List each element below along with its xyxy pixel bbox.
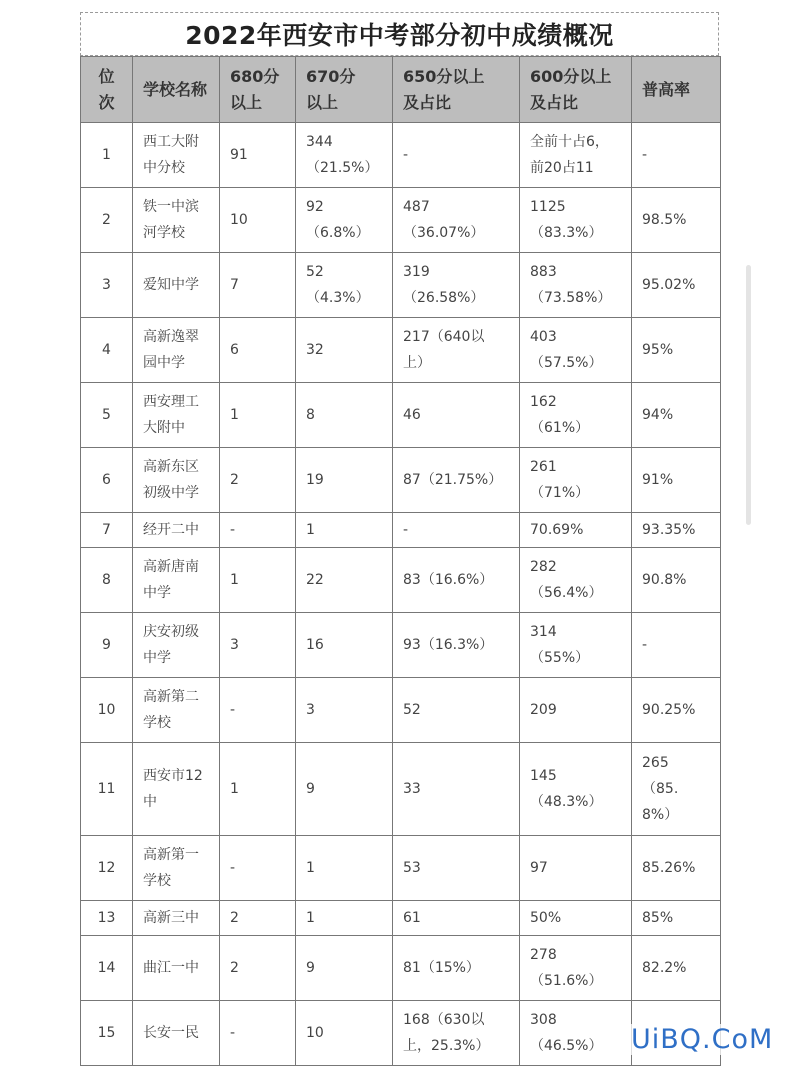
cell-670: 9 [296, 743, 393, 836]
cell-600: 全前十占6， 前20占11 [520, 123, 632, 188]
cell-school: 曲江一中 [133, 936, 220, 1001]
cell-rank: 9 [81, 613, 133, 678]
cell-650: 87（21.75%） [393, 448, 520, 513]
cell-school: 经开二中 [133, 513, 220, 548]
cell-rate: 95.02% [632, 253, 721, 318]
table-row [81, 836, 721, 901]
cell-rank: 10 [81, 678, 133, 743]
cell-650: - [393, 123, 520, 188]
table-row [81, 936, 721, 1001]
cell-rank: 14 [81, 936, 133, 1001]
cell-school: 铁一中滨 河学校 [133, 188, 220, 253]
table-row [81, 743, 721, 836]
cell-650: 81（15%） [393, 936, 520, 1001]
cell-650: 46 [393, 383, 520, 448]
cell-600: 261 （71%） [520, 448, 632, 513]
cell-650: 168（630以 上，25.3%） [393, 1001, 520, 1066]
cell-600: 403 （57.5%） [520, 318, 632, 383]
cell-670: 19 [296, 448, 393, 513]
cell-rank: 5 [81, 383, 133, 448]
table-row [81, 448, 721, 513]
cell-rate: 95% [632, 318, 721, 383]
cell-rank: 3 [81, 253, 133, 318]
cell-school: 庆安初级 中学 [133, 613, 220, 678]
cell-680: 2 [220, 901, 296, 936]
score-table [80, 56, 721, 1066]
cell-rank: 11 [81, 743, 133, 836]
cell-600: 282 （56.4%） [520, 548, 632, 613]
cell-rate: 98.5% [632, 188, 721, 253]
cell-680: 3 [220, 613, 296, 678]
cell-rank: 4 [81, 318, 133, 383]
table-row [81, 548, 721, 613]
cell-680: 10 [220, 188, 296, 253]
cell-600: 308 （46.5%） [520, 1001, 632, 1066]
cell-670: 1 [296, 901, 393, 936]
cell-school: 高新第一 学校 [133, 836, 220, 901]
cell-600: 314 （55%） [520, 613, 632, 678]
watermark-logo: UiBQ.CoM [627, 1024, 777, 1055]
cell-650: 52 [393, 678, 520, 743]
cell-600: 162 （61%） [520, 383, 632, 448]
header-school: 学校名称 [133, 57, 220, 123]
cell-rank: 1 [81, 123, 133, 188]
cell-670: 32 [296, 318, 393, 383]
cell-680: 7 [220, 253, 296, 318]
cell-650: - [393, 513, 520, 548]
cell-600: 145 （48.3%） [520, 743, 632, 836]
cell-school: 高新唐南 中学 [133, 548, 220, 613]
table-row [81, 1001, 721, 1066]
cell-school: 西工大附 中分校 [133, 123, 220, 188]
cell-670: 16 [296, 613, 393, 678]
cell-rank: 15 [81, 1001, 133, 1066]
table-row [81, 188, 721, 253]
table-row [81, 901, 721, 936]
cell-rate: 94% [632, 383, 721, 448]
cell-600: 70.69% [520, 513, 632, 548]
cell-680: - [220, 678, 296, 743]
cell-rate: 85.26% [632, 836, 721, 901]
table-row [81, 678, 721, 743]
cell-650: 33 [393, 743, 520, 836]
cell-680: 91 [220, 123, 296, 188]
cell-rate: 265 （85. 8%） [632, 743, 721, 836]
header-670: 670分 以上 [296, 57, 393, 123]
cell-600: 50% [520, 901, 632, 936]
table-title: 2022年西安市中考部分初中成绩概况 [80, 12, 719, 56]
cell-600: 278 （51.6%） [520, 936, 632, 1001]
header-680: 680分 以上 [220, 57, 296, 123]
cell-rank: 8 [81, 548, 133, 613]
cell-680: 6 [220, 318, 296, 383]
table-row [81, 513, 721, 548]
cell-670: 52 （4.3%） [296, 253, 393, 318]
cell-rank: 13 [81, 901, 133, 936]
cell-rate: 82.2% [632, 936, 721, 1001]
cell-school: 高新逸翠 园中学 [133, 318, 220, 383]
header-rank: 位 次 [81, 57, 133, 123]
cell-650: 53 [393, 836, 520, 901]
cell-650: 319 （26.58%） [393, 253, 520, 318]
table-row [81, 318, 721, 383]
cell-rate: 91% [632, 448, 721, 513]
cell-680: 1 [220, 383, 296, 448]
cell-680: - [220, 1001, 296, 1066]
cell-670: 9 [296, 936, 393, 1001]
cell-670: 3 [296, 678, 393, 743]
table-header-row [81, 57, 721, 123]
cell-rank: 12 [81, 836, 133, 901]
cell-rate: 90.25% [632, 678, 721, 743]
cell-680: 2 [220, 448, 296, 513]
header-rate: 普高率 [632, 57, 721, 123]
cell-650: 93（16.3%） [393, 613, 520, 678]
cell-680: 2 [220, 936, 296, 1001]
cell-670: 1 [296, 836, 393, 901]
header-600: 600分以上 及占比 [520, 57, 632, 123]
cell-rank: 7 [81, 513, 133, 548]
cell-school: 高新东区 初级中学 [133, 448, 220, 513]
cell-school: 爱知中学 [133, 253, 220, 318]
cell-600: 209 [520, 678, 632, 743]
scrollbar[interactable] [746, 265, 751, 525]
cell-670: 10 [296, 1001, 393, 1066]
cell-rate: 90.8% [632, 548, 721, 613]
cell-680: - [220, 836, 296, 901]
cell-670: 1 [296, 513, 393, 548]
cell-650: 487 （36.07%） [393, 188, 520, 253]
cell-rate: - [632, 123, 721, 188]
cell-school: 西安市12 中 [133, 743, 220, 836]
cell-rate: 93.35% [632, 513, 721, 548]
cell-680: - [220, 513, 296, 548]
cell-670: 344 （21.5%） [296, 123, 393, 188]
cell-rate: 85% [632, 901, 721, 936]
cell-650: 61 [393, 901, 520, 936]
cell-school: 西安理工 大附中 [133, 383, 220, 448]
cell-680: 1 [220, 548, 296, 613]
cell-650: 217（640以 上） [393, 318, 520, 383]
cell-600: 97 [520, 836, 632, 901]
cell-school: 高新三中 [133, 901, 220, 936]
cell-670: 92 （6.8%） [296, 188, 393, 253]
cell-670: 22 [296, 548, 393, 613]
cell-rank: 6 [81, 448, 133, 513]
cell-school: 长安一民 [133, 1001, 220, 1066]
table-row [81, 123, 721, 188]
cell-650: 83（16.6%） [393, 548, 520, 613]
table-row [81, 253, 721, 318]
table-row [81, 613, 721, 678]
cell-680: 1 [220, 743, 296, 836]
cell-rank: 2 [81, 188, 133, 253]
cell-600: 883 （73.58%） [520, 253, 632, 318]
cell-600: 1125 （83.3%） [520, 188, 632, 253]
cell-rate: - [632, 613, 721, 678]
header-650: 650分以上 及占比 [393, 57, 520, 123]
table-row [81, 383, 721, 448]
cell-school: 高新第二 学校 [133, 678, 220, 743]
cell-670: 8 [296, 383, 393, 448]
